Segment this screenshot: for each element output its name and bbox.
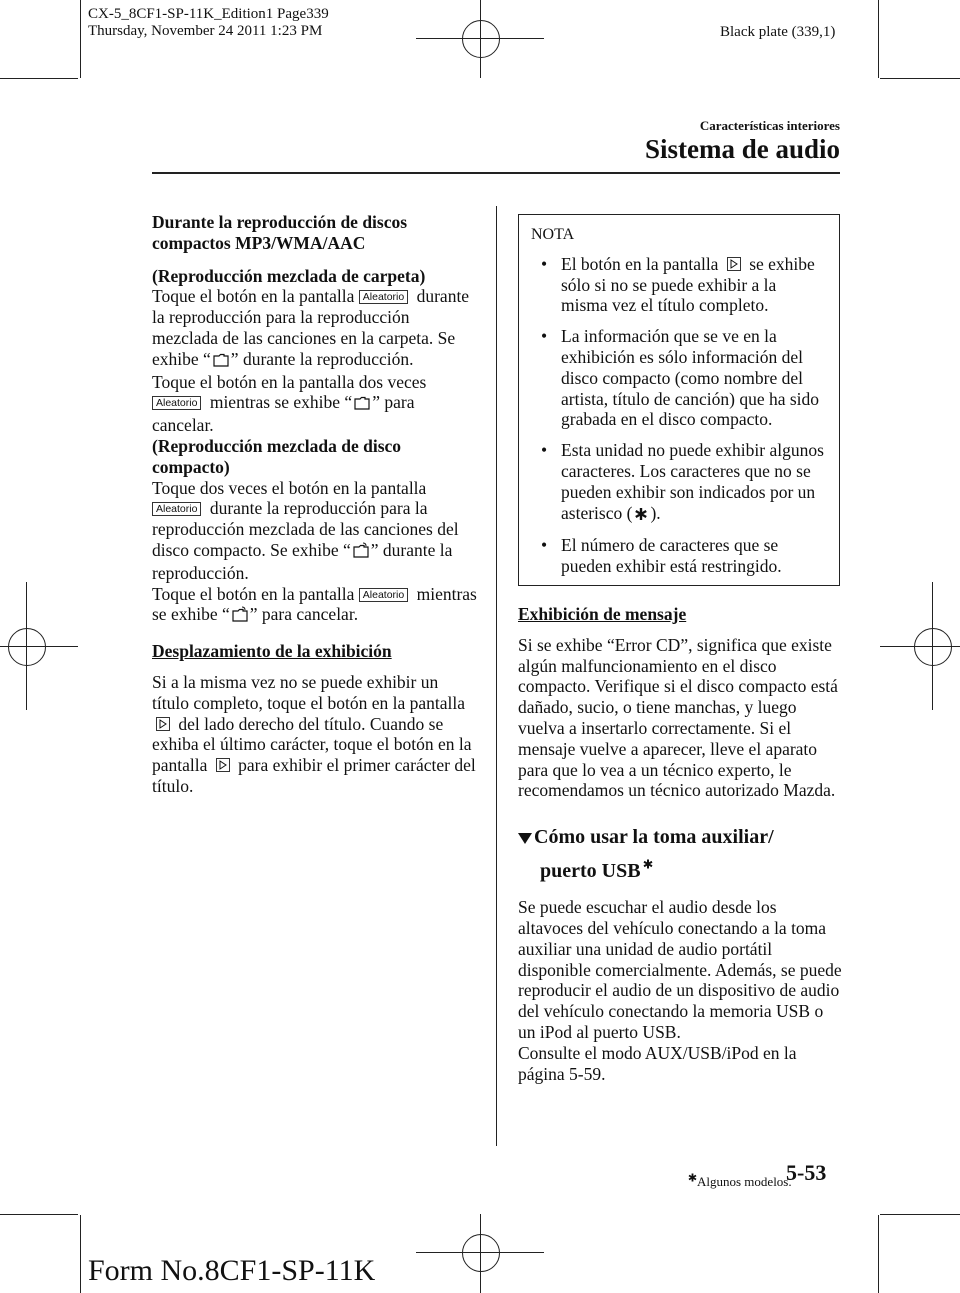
disc-folder-icon — [353, 542, 369, 563]
folder-shuffle-paragraph: Toque el botón en la pantalla Aleatorio durante la reproducción para la reproducción mezclada de las canciones en la carpeta. Se exhibe “ ” durante la reproducción. — [152, 286, 477, 371]
disc-shuffle-title: (Reproducción mezclada de disco compacto) — [152, 435, 402, 477]
plate-info: Black plate (339,1) — [720, 24, 836, 40]
scroll-right-icon — [727, 257, 741, 271]
header-rule — [152, 172, 840, 174]
message-heading: Exhibición de mensaje — [518, 604, 687, 624]
registration-mark — [462, 20, 500, 58]
column-divider — [496, 206, 497, 1146]
asterisk-icon — [643, 851, 653, 875]
asterisk-icon — [688, 1170, 697, 1186]
footnote: Algunos modelos. — [688, 1170, 792, 1190]
registration-mark — [880, 646, 960, 647]
crop-mark — [0, 78, 78, 79]
form-number: Form No.8CF1-SP-11K — [88, 1254, 376, 1287]
registration-mark — [0, 646, 78, 647]
note-list — [531, 254, 827, 577]
aleatorio-button: Aleatorio — [359, 290, 408, 304]
folder-icon — [213, 351, 229, 372]
aux-paragraph: Se puede escuchar el audio desde los altavoces del vehículo conectando a la toma auxiliar una unidad de audio portátil disponible comercialmente. Además, se puede reproducir el audio de un dispositivo de audio del vehículo conectando la memoria USB o un iPod al puerto USB. — [518, 897, 842, 1042]
folder-icon — [354, 394, 370, 415]
section-title: Sistema de audio — [644, 134, 840, 164]
crop-mark — [880, 1214, 960, 1215]
crop-mark — [80, 0, 81, 78]
print-job-line2: Thursday, November 24 2011 1:23 PM — [88, 23, 323, 39]
disc-folder-icon — [232, 606, 248, 627]
crop-mark — [80, 1215, 81, 1293]
print-job-line1: CX-5_8CF1-SP-11K_Edition1 Page339 — [88, 6, 329, 22]
crop-mark — [880, 78, 960, 79]
scroll-right-icon — [216, 758, 230, 772]
mp3-heading: Durante la reproducción de discos compactos MP3/WMA/AAC — [152, 212, 408, 253]
aux-heading: Cómo usar la toma auxiliar/ puerto USB — [518, 825, 842, 883]
message-paragraph: Si se exhibe “Error CD”, significa que existe algún malfuncionamiento en el disco compacto. Verifique si el disco compacto está dañado, sucio, o tiene manchas, y luego vuelva a insertarlo correctamente. Si el mensaje vuelve a aparecer, lleve el aparato para que lo vea a un técnico experto, le recomendamos un técnico autorizado Mazda. — [518, 634, 838, 801]
right-column — [518, 604, 842, 1084]
scroll-paragraph: Si a la misma vez no se puede exhibir un título completo, toque el botón en la pantalla del lado derecho del título. Cuando se exhiba el último carácter, toque el botón en la pantalla para exhibir el primer carácter del título. — [152, 671, 476, 796]
note-title: NOTA — [531, 226, 575, 243]
note-box — [518, 214, 840, 586]
scroll-right-icon — [156, 717, 170, 731]
disc-shuffle-cancel: Toque el botón en la pantalla Aleatorio mientras se exhibe “ ” para cancelar. — [152, 584, 477, 628]
note-item: • La información que se ve en la exhibición es sólo información del disco compacto (como nombre del artista, título de canción) que ha sido grabada en el disco compacto. — [531, 326, 827, 430]
disc-shuffle-paragraph: Toque dos veces el botón en la pantalla Aleatorio durante la reproducción para la reproducción mezclada de las canciones del disco compacto. Se exhibe “ ” durante la reproducción. — [152, 477, 459, 583]
crop-mark — [878, 0, 879, 78]
registration-mark — [480, 1214, 481, 1293]
folder-shuffle-cancel: Toque el botón en la pantalla dos veces Aleatorio mientras se exhibe “ ” para cancelar. — [152, 371, 427, 436]
aux-reference: Consulte el modo AUX/USB/iPod en la página 5-59. — [518, 1042, 797, 1084]
folder-shuffle-title: (Reproducción mezclada de carpeta) — [152, 265, 426, 286]
triangle-down-icon — [518, 827, 532, 851]
aleatorio-button: Aleatorio — [152, 396, 201, 410]
registration-mark — [462, 1234, 500, 1272]
left-column — [152, 212, 477, 797]
aleatorio-button: Aleatorio — [359, 588, 408, 602]
crop-mark — [0, 1214, 78, 1215]
registration-mark — [480, 0, 481, 78]
section-category: Características interiores — [699, 118, 840, 133]
note-item: • El botón en la pantalla se exhibe sólo si no se puede exhibir a la misma vez el título completo. — [531, 254, 827, 316]
note-item: • Esta unidad no puede exhibir algunos caracteres. Los caracteres que no se pueden exhibir son indicados por un asterisco ( ). — [531, 440, 827, 525]
note-item: • El número de caracteres que se pueden exhibir está restringido. — [531, 535, 827, 577]
crop-mark — [878, 1215, 879, 1293]
page-number: 5-53 — [786, 1160, 827, 1185]
asterisk-icon — [634, 505, 648, 526]
registration-mark — [8, 628, 46, 666]
aleatorio-button: Aleatorio — [152, 502, 201, 516]
registration-mark — [914, 628, 952, 666]
print-job-info — [88, 6, 329, 40]
scroll-heading: Desplazamiento de la exhibición — [152, 641, 392, 662]
